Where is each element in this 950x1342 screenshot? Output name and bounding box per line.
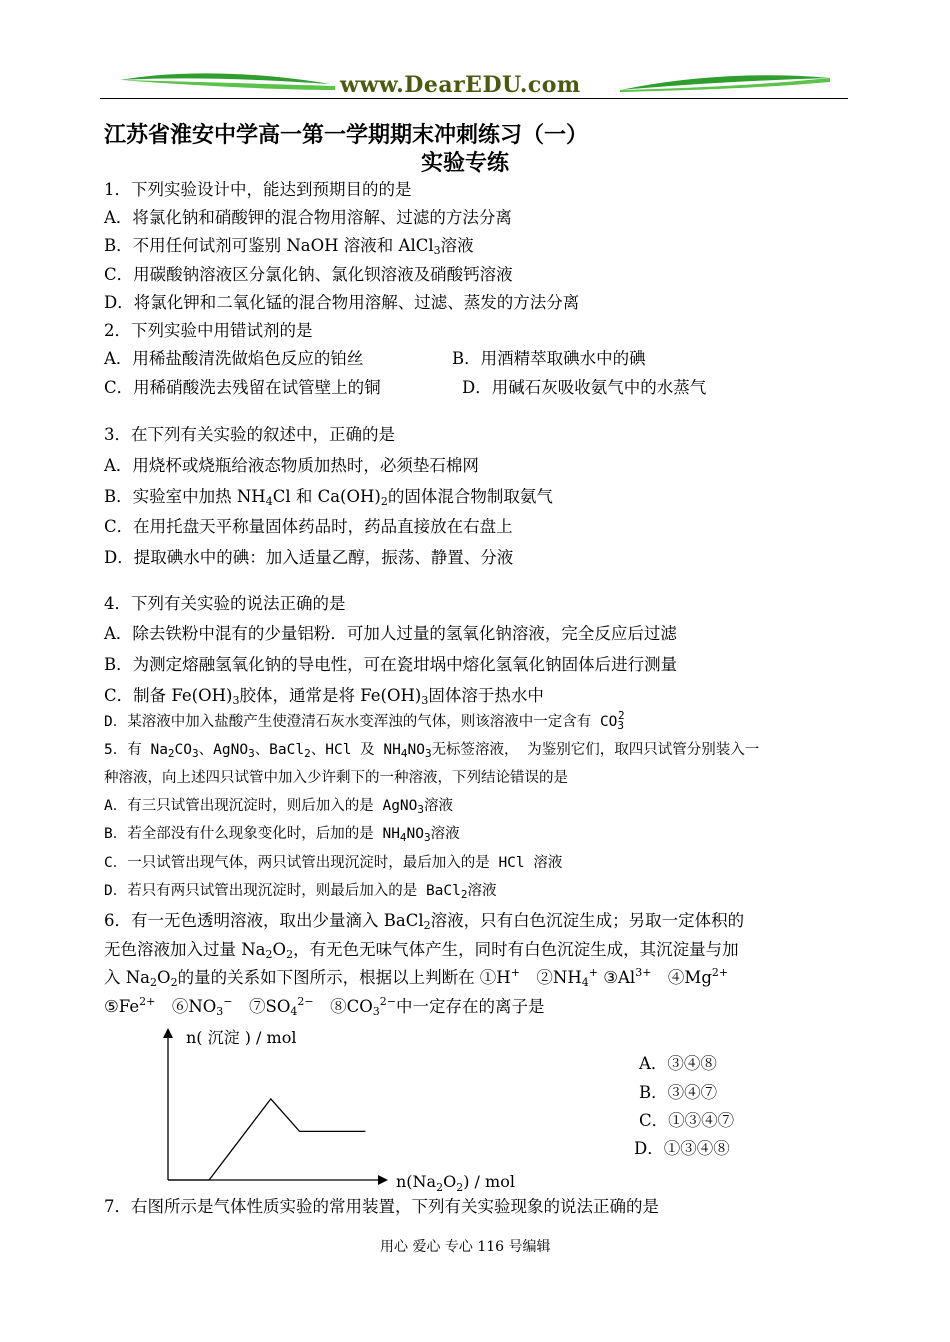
page-title: 江苏省淮安中学高一第一学期期末冲刺练习（一） [104,123,589,148]
q1-option-a: A．将氯化钠和硝酸钾的混合物用溶解、过滤的方法分离 [104,208,512,227]
q6-stem-line3: 入 $Na_2O_2$的量的关系如下图所示，根据以上判断在 ①H+ $②NH_4^+$ $③Al^{3+}$ $④Mg^{2+}$ [104,966,729,989]
q6-option-a: A．③④⑧ [639,1054,717,1073]
q4-option-b: B．为测定熔融氢氧化钠的导电性，可在瓷坩埚中熔化氢氧化钠固体后进行测量 [104,655,678,674]
q3-option-a: A．用烧杯或烧瓶给液态物质加热时，必须垫石棉网 [104,456,479,475]
q4-option-c: C．制备 $Fe(OH)_3$胶体，通常是将 $Fe(OH)_3$固体溶于热水中 [104,686,544,707]
x-axis-label: $n(Na_2O_2)$ / mol [396,1172,515,1194]
q3-option-b: B．实验室中加热 $NH_4Cl$ 和 $Ca(OH)_2$的固体混合物制取氨气 [104,487,553,508]
q4-option-a: A．除去铁粉中混有的少量铝粉．可加人过量的氢氧化钠溶液，完全反应后过滤 [104,624,677,643]
q6-option-d: D．①③④⑧ [634,1139,730,1158]
q1-option-c: C．用碳酸钠溶液区分氯化钠、氯化钡溶液及硝酸钙溶液 [104,265,513,284]
q5-option-b: B．若全部没有什么现象变化时，后加的是 $NH_4NO_3$溶液 [104,826,460,844]
q4-option-d: D．某溶液中加入盐酸产生使澄清石灰水变浑浊的气体，则该溶液中一定含有 $CO_3^2$ [104,709,625,732]
page-subtitle: 实验专练 [421,151,510,176]
q5-option-a: A．有三只试管出现沉淀时，则后加入的是 AgNO$_3$溶液 [104,798,454,816]
q6-option-c: C．①③④⑦ [639,1111,735,1130]
q5-option-c: C．一只试管出现气体，两只试管出现沉淀时，最后加入的是 HCl 溶液 [104,855,563,871]
q6-stem-line2: 无色溶液加入过量 $Na_2O_2$，有无色无味气体产生，同时有白色沉淀生成，其沉淀量与加 [104,940,739,961]
q2-option-a: A．用稀盐酸清洗做焰色反应的铂丝 [104,349,364,368]
q2-stem: 2．下列实验中用错试剂的是 [104,321,313,340]
q1-option-d: D．将氯化钾和二氧化锰的混合物用溶解、过滤、蒸发的方法分离 [104,293,580,312]
q2-option-d: D．用碱石灰吸收氨气中的水蒸气 [462,378,707,397]
q7-stem: 7．右图所示是气体性质实验的常用装置，下列有关实验现象的说法正确的是 [104,1197,659,1216]
q6-stem-line1: 6．有一无色透明溶液，取出少量滴入 BaCl$_2$溶液，只有白色沉淀生成；另取一定体积的 [104,911,745,932]
q5-option-d: D．若只有两只试管出现沉淀时，则最后加入的是 BaCl$_2$溶液 [104,883,497,901]
q4-stem: 4．下列有关实验的说法正确的是 [104,594,346,613]
precipitate-chart [150,1020,530,1195]
q3-option-c: C．在用托盘天平称量固体药品时，药品直接放在右盘上 [104,517,513,536]
y-axis-label: n( 沉淀 ) / mol [186,1028,297,1047]
series-line [168,1099,365,1180]
q3-option-d: D．提取碘水中的碘：加入适量乙醇，振荡、静置、分液 [104,548,514,567]
q5-stem-line2: 种溶液，向上述四只试管中加入少许剩下的一种溶液，下列结论错误的是 [104,770,568,786]
q2-option-c: C．用稀硝酸洗去残留在试管壁上的铜 [104,378,381,397]
q3-stem: 3．在下列有关实验的叙述中，正确的是 [104,425,395,444]
q5-stem: 5．有 $Na_2CO_3$、AgNO$_3$、BaCl$_2$、HCl 及 $NH_4NO_3$无标签溶液， 为鉴别它们，取四只试管分别装入一 [104,742,760,760]
q2-option-b: B．用酒精萃取碘水中的碘 [452,349,646,368]
page-footer: 用心 爱心 专心 116 号编辑 [380,1239,551,1255]
q1-option-b: B．不用任何试剂可鉴别 NaOH 溶液和 AlCl$_3$溶液 [104,236,474,257]
header-divider [100,98,848,99]
q6-option-b: B．③④⑦ [639,1083,718,1102]
q1-stem: 1．下列实验设计中，能达到预期目的的是 [104,180,412,199]
logo-text[interactable]: www.DearEDU.com [340,72,581,98]
q6-stem-line4: $⑤Fe^{2+}$ $⑥NO_3^-$ $⑦SO_4^{2-}$ $⑧CO_3^{2-}$中一定存在的离子是 [104,995,545,1018]
